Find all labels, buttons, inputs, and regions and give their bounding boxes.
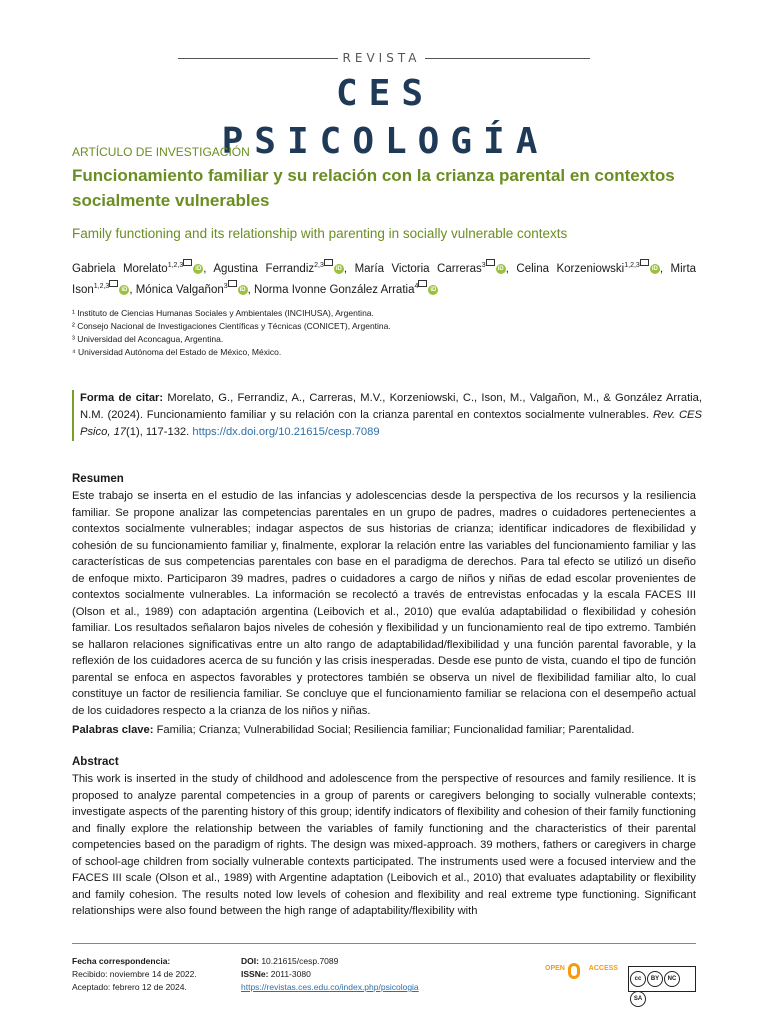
author-name: María Victoria Carreras (354, 262, 482, 275)
footer-rule (72, 943, 696, 944)
keywords-text: Familia; Crianza; Vulnerabilidad Social; Resiliencia familiar; Funcionalidad familiar; Parentalidad. (156, 724, 635, 736)
affiliation: ² Consejo Nacional de Investigaciones Científicas y Técnicas (CONICET), Argentina. (72, 321, 391, 331)
author-affiliation-sup: 1,2,3 (93, 282, 110, 290)
header-rule-right (425, 58, 590, 59)
cc-nc-icon: NC (664, 971, 680, 987)
author (72, 263, 203, 275)
orcid-icon[interactable]: iD (430, 286, 437, 293)
author-list: Gabriela Morelato$^{1,2,3}$ iD , Agustina Ferrandiz$^{2,3}$ iD , María Victoria Carreras$^3$ iD , Celina Korzeniowski$^{1,2,3}$ iD , Mirta Ison$^{1,2,3}$ iD , Mónica Valgañon$^3$ iD , Norma Ivonne González Arratia$^4$ iD (72, 257, 696, 299)
issn-label: ISSNe: (241, 969, 269, 979)
keywords (72, 724, 696, 736)
open-access-lock-icon (568, 963, 580, 979)
affiliation: ¹ Instituto de Ciencias Humanas Sociales y Ambientales (INCIHUSA), Argentina. (72, 308, 374, 318)
abstract-heading: Abstract (72, 756, 119, 768)
author-name: Celina Korzeniowski (516, 262, 625, 275)
received-date: Recibido: noviembre 14 de 2022. (72, 969, 197, 979)
email-icon[interactable] (486, 259, 495, 266)
orcid-icon[interactable]: iD (121, 286, 128, 293)
affiliation: ⁴ Universidad Autónoma del Estado de México, México. (72, 347, 282, 357)
resumen-text: Este trabajo se inserta en el estudio de las infancias y adolescencias desde la perspectiva de los recursos y la resiliencia familiar. Se propone analizar las competencias parentales en un grupo de padres, madres o cuidadores pertenecientes a contextos socialmente vulnerables; indagar aspectos de sus historias de crianza; identificar indicadores de flexibilidad y cohesión de su funcionamiento familiar y, finalmente, explorar la relación entre las variables del funcionamiento familiar y las características de sus competencias parentales con base en el paradigma de derechos. Para tal efecto se utilizó un diseño de enfoque mixto. Participaron 39 madres, padres o cuidadores a cargo de niños y niñas de edad escolar provenientes de contextos socialmente vulnerables. La información se recolectó a través de entrevistas enfocadas y la escala FACES III (Olson et al., 1989) con adaptación argentina (Leibovich et al., 2010) que evalúa adaptabilidad o flexibilidad y cohesión familiar. Los resultados señalaron bajos niveles de cohesión y flexibilidad y un funcionamiento real de tipo extremo. También se hallaron relaciones significativas entre un alto rango de adaptabilidad/flexibilidad y una función parental favorable, y la reflexión de los cuidadores acerca de su función y las crisis inesperadas. Desde ese punto de vista, cuando el tipo de función parental se enfoca en aspectos favorables y protectores también se observa un nivel de flexibilidad familiar alto, lo cual constituye un factor de resiliencia familiar. Se concluye que el funcionamiento familiar se relaciona con el desempeño actual de los cuidadores respecto a la crianza de los niños y niñas. (72, 490, 696, 717)
author (355, 263, 506, 275)
footer-ids (241, 955, 419, 994)
email-icon[interactable] (418, 280, 427, 287)
orcid-icon[interactable]: iD (195, 265, 202, 272)
header-rule-left (178, 58, 338, 59)
fecha-label: Fecha correspondencia: (72, 956, 171, 966)
author (516, 263, 659, 275)
author-name: Gabriela Morelato (72, 262, 168, 275)
article-type: ARTÍCULO DE INVESTIGACIÓN (72, 145, 250, 159)
issn-value: 2011-3080 (270, 969, 311, 979)
orcid-icon[interactable]: iD (239, 286, 246, 293)
citation-label: Forma de citar: (80, 392, 164, 404)
email-icon[interactable] (109, 280, 118, 287)
author-affiliation-sup: 1,2,3 (167, 262, 184, 269)
author-name: Norma Ivonne González Arratia (254, 283, 415, 296)
author-affiliation-sup: 1,2,3 (624, 262, 640, 269)
oa-access: ACCESS (588, 965, 618, 972)
author-affiliation-sup: 3 (481, 262, 486, 269)
author-affiliation-sup: 4 (414, 282, 419, 290)
author-name: Mónica Valgañon (135, 283, 224, 296)
citation-pages: (1), 117-132. (126, 426, 190, 438)
abstract-text: This work is inserted in the study of childhood and adolescence from the perspective of resources and family resilience. It is proposed to analyze parental competencies in a group of parents or caregivers belonging to socially vulnerable contexts; investigate aspects of the parenting history of this group; identify indicators of flexibility and cohesion of their family functioning and finally explore the relationship between the variables of family functioning and the characteristics of their parental competencies based on the paradigm of rights. The design was mixed-approach. 39 mothers, fathers or caregivers in charge of school-age children from socially vulnerable contexts participated. The instruments used were a focused interview and the FACES III scale (Olson et al., 1989) with Argentine adaptation (Leibovich et al., 2010) that evaluates adaptability or flexibility and family cohesion. The results noted low levels of cohesion and flexibility and real extreme type functioning. Significant relationships were also found between the high range of adaptability/flexibility with (72, 773, 696, 917)
journal-kicker: REVISTA (338, 50, 425, 66)
title-english: Family functioning and its relationship with parenting in socially vulnerable contexts (72, 226, 568, 241)
cc-sa-icon: SA (630, 991, 646, 1007)
author-name: Agustina Ferrandiz (213, 262, 315, 275)
email-icon[interactable] (640, 259, 649, 266)
cc-by-icon: BY (647, 971, 663, 987)
footer-dates (72, 955, 197, 994)
citation-box (72, 390, 702, 441)
email-icon[interactable] (228, 280, 237, 287)
orcid-icon[interactable]: iD (497, 265, 504, 272)
doi-link[interactable]: https://dx.doi.org/10.21615/cesp.7089 (192, 426, 380, 438)
doi-label: DOI: (241, 956, 259, 966)
email-icon[interactable] (183, 259, 192, 266)
cc-icon: cc (630, 971, 646, 987)
resumen-heading: Resumen (72, 473, 124, 485)
author (254, 284, 438, 296)
citation-text: Morelato, G., Ferrandiz, A., Carreras, M.V., Korzeniowski, C., Ison, M., Valgañon, M., & González Arratia, N.M. (2024). Funcionamiento familiar y su relación con la crianza parental en contextos socialmente vulnerables. (80, 392, 702, 421)
oa-open: OPEN (545, 965, 565, 972)
creative-commons-badge[interactable] (628, 966, 696, 1002)
author-name: Mirta Ison (72, 262, 697, 296)
orcid-icon[interactable]: iD (651, 265, 658, 272)
author (136, 284, 248, 296)
keywords-label: Palabras clave: (72, 724, 154, 736)
author-affiliation-sup: 2,3 (314, 262, 324, 269)
author (213, 263, 344, 275)
orcid-icon[interactable]: iD (335, 265, 342, 272)
doi-value: 10.21615/cesp.7089 (261, 956, 339, 966)
affiliation: ³ Universidad del Aconcagua, Argentina. (72, 334, 224, 344)
journal-url-link[interactable]: https://revistas.ces.edu.co/index.php/psicologia (241, 982, 419, 992)
email-icon[interactable] (324, 259, 333, 266)
affiliations (72, 307, 391, 359)
citation-journal: Rev. CES Psico, (80, 409, 702, 438)
accepted-date: Aceptado: febrero 12 de 2024. (72, 982, 187, 992)
citation-volume: 17 (113, 426, 127, 438)
journal-logo: CES PSICOLOGÍA (221, 73, 549, 162)
author-affiliation-sup: 3 (223, 282, 228, 290)
title-spanish: Funcionamiento familiar y su relación con la crianza parental en contextos socialmente vulnerables (72, 166, 675, 210)
open-access-logo (545, 965, 618, 972)
